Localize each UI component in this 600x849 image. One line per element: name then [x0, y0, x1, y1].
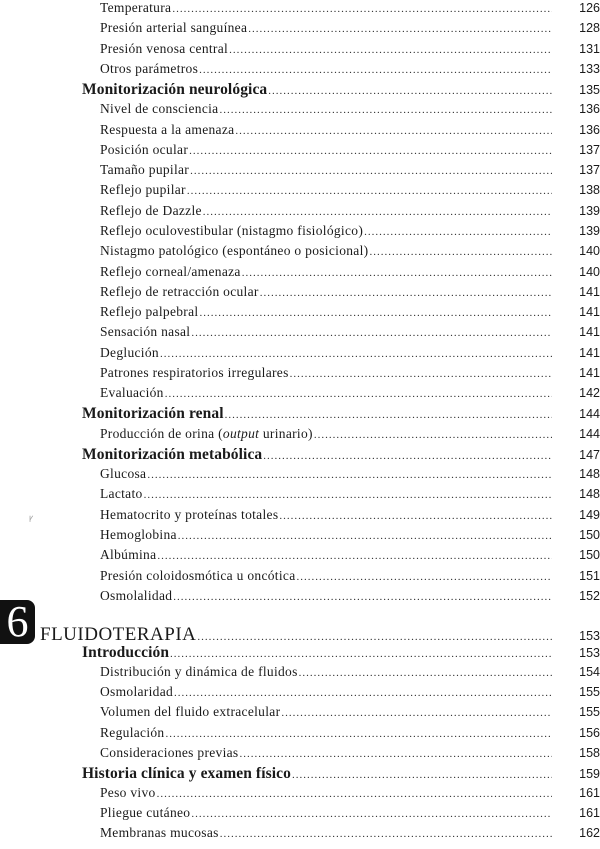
- title-text: Lactato: [100, 486, 143, 502]
- title-text: Hemoglobina: [100, 527, 177, 543]
- toc-entry-title: [100, 725, 164, 741]
- dot-leader: [248, 23, 552, 35]
- page-number: 137: [579, 163, 600, 178]
- toc-entry-title: [100, 507, 278, 523]
- dot-leader: [157, 788, 552, 800]
- page-number: 128: [579, 21, 600, 36]
- toc-entry: [0, 527, 600, 547]
- title-text: Reflejo oculovestibular (nistagmo fisiológico): [100, 222, 364, 238]
- title-text: Monitorización metabólica: [82, 445, 263, 463]
- page-number: 141: [579, 305, 600, 320]
- page-number: 153: [579, 646, 600, 661]
- dot-leader: [268, 85, 552, 97]
- toc-entry-title: [100, 385, 164, 401]
- title-text: Evaluación: [100, 385, 164, 401]
- dot-leader: [165, 388, 552, 400]
- toc-entry: [0, 142, 600, 162]
- title-text: Nivel de consciencia: [100, 101, 219, 117]
- dot-leader: [299, 667, 552, 679]
- dot-leader: [199, 307, 552, 319]
- toc-section: [0, 446, 600, 466]
- page-number: 151: [579, 568, 600, 583]
- dot-leader: [235, 125, 552, 137]
- page-number: 135: [579, 83, 600, 98]
- title-text: Reflejo de retracción ocular: [100, 283, 259, 299]
- page-number: 147: [579, 447, 600, 462]
- dot-leader: [229, 44, 552, 56]
- title-text: Volumen del fluido extracelular: [100, 704, 281, 720]
- toc-entry-title: [100, 568, 296, 584]
- toc-entry-title: [100, 345, 159, 361]
- title-text: Historia clínica y examen físico: [82, 764, 291, 782]
- title-text: Otros parámetros: [100, 60, 199, 76]
- dot-leader: [165, 728, 552, 740]
- title-text: Pliegue cutáneo: [100, 804, 191, 820]
- toc-entry: [0, 486, 600, 506]
- page-number: 161: [579, 805, 600, 820]
- title-text: Osmolaridad: [100, 684, 174, 700]
- toc-entry-title: [40, 624, 196, 646]
- title-text: Peso vivo: [100, 784, 156, 800]
- title-text: Reflejo palpebral: [100, 304, 199, 320]
- dot-leader: [297, 571, 553, 583]
- title-text: Osmolalidad: [100, 587, 173, 603]
- dot-leader: [160, 348, 552, 360]
- toc-entry-title: [100, 745, 239, 761]
- toc-entry-title: [100, 684, 173, 700]
- toc-entry: [0, 20, 600, 40]
- dot-leader: [157, 550, 552, 562]
- chapter-number-badge: 6: [0, 600, 35, 644]
- dot-leader: [219, 104, 552, 116]
- page-number: 149: [579, 507, 600, 522]
- toc-entry: [0, 101, 600, 121]
- title-text: Temperatura: [100, 0, 172, 15]
- toc-chapter: [0, 624, 600, 644]
- page-number: 133: [579, 61, 600, 76]
- toc-entry-title: [100, 304, 198, 320]
- title-text: Albúmina: [100, 547, 157, 563]
- toc-entry: [0, 182, 600, 202]
- dot-leader: [292, 769, 552, 781]
- toc-entry-title: [100, 41, 228, 57]
- toc-entry-title: [100, 324, 190, 340]
- dot-leader: [242, 267, 552, 279]
- page-number: 140: [579, 264, 600, 279]
- toc-section: [0, 644, 600, 664]
- dot-leader: [263, 450, 552, 462]
- dot-leader: [187, 185, 552, 197]
- toc-entry-title: [82, 81, 267, 99]
- toc-entry-title: [100, 785, 156, 801]
- dot-leader: [240, 748, 553, 760]
- page-number: 141: [579, 325, 600, 340]
- title-text: Regulación: [100, 724, 165, 740]
- title-text: Sensación nasal: [100, 324, 191, 340]
- dot-leader: [364, 226, 552, 238]
- dot-leader: [189, 145, 552, 157]
- toc-entry: [0, 507, 600, 527]
- page-number: 159: [579, 766, 600, 781]
- page-number: 156: [579, 725, 600, 740]
- dot-leader: [290, 368, 552, 380]
- toc-entry-title: [100, 365, 289, 381]
- toc-entry: [0, 324, 600, 344]
- toc-entry: [0, 365, 600, 385]
- title-text: Presión coloidosmótica u oncótica: [100, 567, 296, 583]
- dot-leader: [220, 828, 552, 840]
- title-text: Consideraciones previas: [100, 744, 239, 760]
- toc-entry-title: [100, 122, 234, 138]
- toc-entry: [0, 805, 600, 825]
- dot-leader: [260, 287, 552, 299]
- toc-entry-title: [100, 664, 298, 680]
- toc-entry-title: [100, 527, 177, 543]
- toc-entry-title: [100, 284, 259, 300]
- toc-entry-title: [100, 547, 156, 563]
- toc-entry: [0, 466, 600, 486]
- toc-entry: [0, 345, 600, 365]
- page-number: 141: [579, 284, 600, 299]
- toc-entry-title: [100, 142, 188, 158]
- page-number: 158: [579, 745, 600, 760]
- page-number: 155: [579, 705, 600, 720]
- toc-entry-title: [100, 264, 241, 280]
- page-number: 152: [579, 588, 600, 603]
- page-number: 142: [579, 386, 600, 401]
- toc-entry-title: [100, 486, 143, 502]
- title-text: Reflejo pupilar: [100, 182, 186, 198]
- toc-entry-title: [82, 644, 169, 662]
- toc-entry: [0, 41, 600, 61]
- toc-entry-title: [100, 825, 219, 841]
- toc-entry-title: [82, 765, 291, 783]
- toc-entry-title: [100, 0, 171, 16]
- toc-entry: [0, 568, 600, 588]
- title-text: Distribución y dinámica de fluidos: [100, 664, 298, 680]
- toc-entry-title: [100, 466, 146, 482]
- toc-entry: [0, 588, 600, 608]
- page-number: 138: [579, 183, 600, 198]
- toc-entry: [0, 264, 600, 284]
- dot-leader: [199, 64, 552, 76]
- title-text: Reflejo corneal/amenaza: [100, 263, 241, 279]
- toc-entry-title: [100, 426, 313, 442]
- toc-section: [0, 81, 600, 101]
- toc-entry-title: [100, 162, 189, 178]
- page-number: 136: [579, 102, 600, 117]
- page-number: 144: [579, 426, 600, 441]
- page-number: 137: [579, 142, 600, 157]
- toc-entry-title: [82, 405, 224, 423]
- dot-leader: [191, 808, 552, 820]
- page-number: 148: [579, 487, 600, 502]
- toc-entry: [0, 664, 600, 684]
- toc-entry-title: [100, 20, 247, 36]
- title-text: Membranas mucosas: [100, 825, 219, 840]
- title-text: Producción de orina (: [100, 425, 223, 441]
- dot-leader: [170, 648, 552, 660]
- toc-entry-title: [100, 805, 190, 821]
- toc-entry: [0, 547, 600, 567]
- toc-entry: [0, 284, 600, 304]
- dot-leader: [279, 510, 552, 522]
- page-number: 150: [579, 528, 600, 543]
- toc-section: [0, 405, 600, 425]
- page-number: 136: [579, 122, 600, 137]
- page-number: 154: [579, 665, 600, 680]
- title-text: Tamaño pupilar: [100, 162, 190, 178]
- title-text: Deglución: [100, 344, 159, 360]
- page-number: 139: [579, 203, 600, 218]
- title-italic-text: output: [222, 425, 260, 441]
- page-number: 155: [579, 685, 600, 700]
- dot-leader: [178, 530, 552, 542]
- toc-entry-title: [100, 182, 186, 198]
- dot-leader: [225, 409, 552, 421]
- title-text-after: urinario): [259, 425, 313, 441]
- title-text: Monitorización renal: [82, 405, 224, 423]
- dot-leader: [174, 687, 552, 699]
- dot-leader: [190, 165, 552, 177]
- page-number: 141: [579, 365, 600, 380]
- toc-entry: [0, 0, 600, 20]
- toc-section: [0, 765, 600, 785]
- dot-leader: [369, 246, 552, 258]
- page-number: 126: [579, 1, 600, 15]
- dot-leader: [144, 489, 552, 501]
- toc-entry: [0, 684, 600, 704]
- toc-entry-title: [82, 446, 262, 464]
- toc-entry: [0, 223, 600, 243]
- toc-entry: [0, 825, 600, 845]
- page-number: 148: [579, 467, 600, 482]
- title-text: Reflejo de Dazzle: [100, 202, 202, 218]
- toc-entry-title: [100, 61, 198, 77]
- toc-entry: [0, 745, 600, 765]
- title-text: Nistagmo patológico (espontáneo o posicional): [100, 243, 369, 259]
- page-number: 144: [579, 407, 600, 422]
- toc-entry: [0, 162, 600, 182]
- title-text: Posición ocular: [100, 141, 189, 157]
- page-number: 153: [579, 629, 600, 643]
- toc-entry: [0, 243, 600, 263]
- page-number: 139: [579, 223, 600, 238]
- title-text: FLUIDOTERAPIA: [40, 624, 197, 645]
- title-text: Patrones respiratorios irregulares: [100, 364, 289, 380]
- title-text: Respuesta a la amenaza: [100, 121, 235, 137]
- toc-entry: [0, 385, 600, 405]
- title-text: Introducción: [82, 644, 170, 662]
- toc-entry: [0, 426, 600, 446]
- toc-entry-title: [100, 588, 172, 604]
- toc-entry: [0, 704, 600, 724]
- toc-entry-title: [100, 101, 218, 117]
- page-number: 141: [579, 345, 600, 360]
- toc-entry: [0, 785, 600, 805]
- toc-entry: [0, 122, 600, 142]
- dot-leader: [314, 429, 552, 441]
- page-number: 162: [579, 826, 600, 840]
- toc-entry: [0, 61, 600, 81]
- toc-entry: [0, 304, 600, 324]
- toc-entry-title: [100, 203, 202, 219]
- toc-entry-title: [100, 243, 368, 259]
- page-number: 150: [579, 548, 600, 563]
- dot-leader: [191, 327, 552, 339]
- toc-entry: [0, 203, 600, 223]
- page-number: 161: [579, 785, 600, 800]
- toc-entry-title: [100, 704, 280, 720]
- page-number: 131: [579, 41, 600, 56]
- toc-entry-title: [100, 223, 363, 239]
- dot-leader: [281, 707, 552, 719]
- dot-leader: [203, 206, 552, 218]
- toc-entry: [0, 725, 600, 745]
- dot-leader: [147, 469, 552, 481]
- scan-mark: ꝩ: [29, 513, 34, 522]
- title-text: Presión arterial sanguínea: [100, 20, 248, 36]
- title-text: Hematocrito y proteínas totales: [100, 506, 279, 522]
- dot-leader: [172, 3, 552, 15]
- page-number: 140: [579, 244, 600, 259]
- title-text: Glucosa: [100, 466, 147, 482]
- title-text: Monitorización neurológica: [82, 81, 268, 99]
- dot-leader: [173, 591, 552, 603]
- dot-leader: [197, 631, 552, 643]
- title-text: Presión venosa central: [100, 40, 229, 56]
